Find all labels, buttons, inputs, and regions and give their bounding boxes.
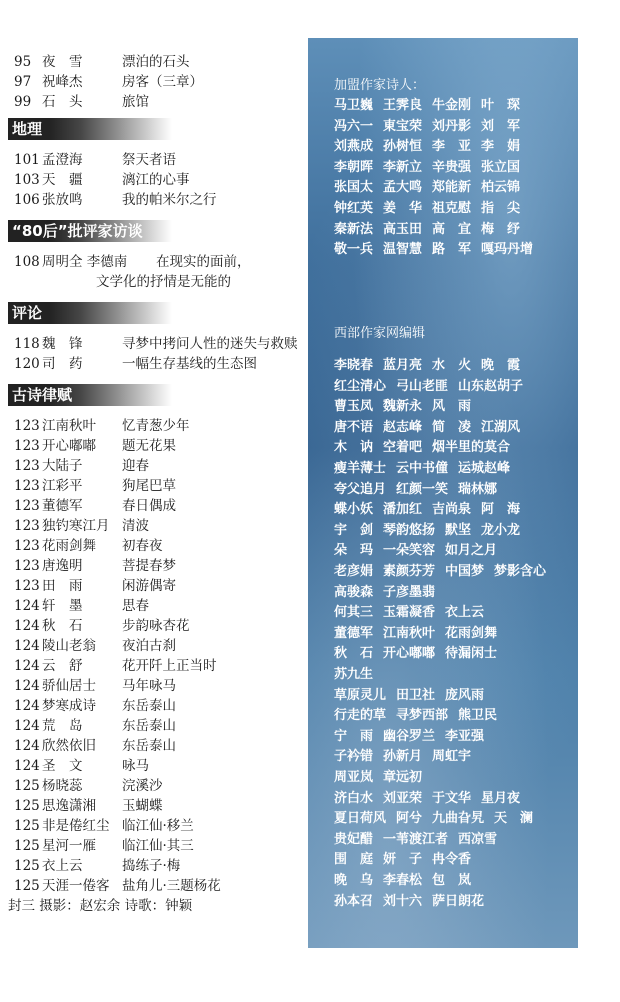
- work-title: 旅馆: [122, 94, 149, 110]
- author-name: 开心嘟嘟: [42, 438, 96, 454]
- person-name: 萨日朗花: [432, 893, 485, 909]
- person-name: 魏新永: [383, 399, 423, 415]
- author-name: 独钓寒江月: [42, 518, 110, 534]
- author-name: 江彩平: [42, 478, 83, 494]
- person-name: 李朝晖: [334, 159, 374, 175]
- work-title: 清波: [122, 518, 149, 534]
- person-name: 唐不语: [334, 419, 374, 435]
- page-number: 106: [14, 192, 40, 208]
- name-row: [334, 459, 520, 479]
- author-name: 魏 锋: [42, 336, 83, 352]
- page-number: 99: [14, 94, 32, 110]
- title-continuation: 文学化的抒情是无能的: [96, 274, 231, 290]
- author-name: 祝峰杰: [42, 74, 83, 90]
- person-name: 刘亚荣: [383, 790, 423, 806]
- name-row: [334, 583, 445, 603]
- cover-credits: 封三 摄影：赵宏余 诗歌：钟颖: [8, 898, 193, 914]
- person-name: 苏九生: [334, 667, 374, 682]
- person-name: 李晓春: [334, 358, 374, 373]
- person-name: 周虹宇: [432, 749, 472, 765]
- name-row: [334, 562, 556, 582]
- person-name: 简 凌: [432, 419, 472, 435]
- person-name: 夏日荷风: [334, 811, 387, 827]
- name-row: [334, 871, 481, 891]
- name-row: [334, 500, 530, 520]
- person-name: 默坚: [445, 522, 472, 538]
- person-name: 梅 纾: [481, 221, 521, 237]
- person-name: 李春松: [383, 873, 423, 888]
- name-row: [334, 747, 481, 767]
- person-name: 天 澜: [494, 811, 534, 827]
- work-title: 夜泊古刹: [122, 638, 176, 654]
- person-name: 高 宜: [432, 221, 472, 237]
- person-name: 指 尖: [481, 201, 521, 216]
- person-name: 潘加红: [383, 502, 423, 518]
- person-name: 张国太: [334, 180, 374, 196]
- page-number: 125: [14, 778, 40, 794]
- work-title: 马年咏马: [122, 678, 176, 694]
- person-name: 何其三: [334, 605, 374, 621]
- person-name: 贵妃醋: [334, 831, 374, 847]
- person-name: 子彦墨翡: [383, 584, 436, 600]
- person-name: 董德军: [334, 625, 374, 641]
- person-name: 宁 雨: [334, 728, 374, 744]
- person-name: 庞风雨: [445, 687, 485, 703]
- person-name: 敬一兵: [334, 242, 374, 258]
- person-name: 山东赵胡子: [458, 378, 524, 394]
- person-name: 蓝月亮: [383, 358, 423, 373]
- person-name: 赵志峰: [383, 419, 423, 435]
- person-name: 水 火: [432, 358, 472, 373]
- name-row: [334, 480, 507, 500]
- person-name: 冯六一: [334, 118, 374, 134]
- person-name: 刘 军: [481, 118, 521, 134]
- name-row: [334, 438, 520, 458]
- person-name: 星月夜: [481, 790, 521, 806]
- person-name: 姜 华: [383, 201, 423, 216]
- person-name: 开心嘟嘟: [383, 646, 436, 662]
- work-title: 东岳泰山: [122, 718, 176, 734]
- page-number: 123: [14, 538, 40, 554]
- page-number: 124: [14, 658, 40, 674]
- work-title: 房客（三章）: [122, 74, 203, 90]
- name-row: [334, 178, 530, 198]
- person-name: 如月之月: [445, 543, 498, 559]
- work-title: 题无花果: [122, 438, 176, 454]
- name-row: [334, 418, 530, 438]
- author-name: 衣上云: [42, 858, 83, 874]
- person-name: 衣上云: [445, 605, 485, 621]
- page-number: 123: [14, 498, 40, 514]
- page-number: 124: [14, 738, 40, 754]
- person-name: 马卫巍: [334, 98, 374, 113]
- page-number: 124: [14, 678, 40, 694]
- name-row: [334, 117, 530, 137]
- author-name: 陵山老翁: [42, 638, 96, 654]
- name-row: [334, 892, 494, 912]
- work-title: 在现实的面前，: [156, 254, 251, 270]
- person-name: 玉霜凝香: [383, 605, 436, 621]
- author-name: 石 头: [42, 94, 83, 110]
- person-name: 東宝荣: [383, 118, 423, 134]
- work-title: 花开阡上正当时: [122, 658, 217, 674]
- person-name: 九曲旮旯: [432, 811, 485, 827]
- author-name: 司 药: [42, 356, 83, 372]
- name-row: [334, 199, 530, 219]
- person-name: 李 亚: [432, 139, 472, 155]
- person-name: 运城赵峰: [458, 461, 511, 476]
- person-name: 孙本召: [334, 893, 374, 909]
- work-title: 狗尾巴草: [122, 478, 176, 494]
- work-title: 菩提春梦: [122, 558, 176, 574]
- author-name: 非是倦红尘: [42, 818, 110, 834]
- person-name: 琴韵悠扬: [383, 522, 436, 538]
- person-name: 秋 石: [334, 646, 374, 662]
- author-name: 孟澄海: [42, 152, 83, 168]
- name-row: [334, 377, 533, 397]
- person-name: 秦新法: [334, 221, 374, 237]
- person-name: 章远初: [383, 770, 423, 785]
- person-name: 李新立: [383, 159, 423, 175]
- page-number: 120: [14, 356, 40, 372]
- person-name: 孟大鸣: [383, 180, 423, 196]
- work-title: 迎春: [122, 458, 149, 474]
- person-name: 柏云锦: [481, 180, 521, 196]
- name-row: [334, 809, 543, 829]
- person-name: 烟半里的莫合: [432, 440, 511, 456]
- work-title: 寻梦中拷问人性的迷失与救赎: [122, 336, 298, 352]
- person-name: 行走的草: [334, 708, 387, 724]
- author-name: 荒 岛: [42, 718, 83, 734]
- person-name: 田卫社: [396, 687, 436, 703]
- name-row: [334, 727, 494, 747]
- work-title: 东岳泰山: [122, 738, 176, 754]
- person-name: 李 娟: [481, 139, 521, 155]
- author-name: 星河一雁: [42, 838, 96, 854]
- name-row: [334, 644, 507, 664]
- section-heading: 古诗律赋: [8, 384, 172, 406]
- person-name: 红尘清心: [334, 378, 387, 394]
- name-row: [334, 830, 507, 850]
- page-number: 125: [14, 838, 40, 854]
- page-number: 95: [14, 54, 32, 70]
- name-row: [334, 665, 383, 685]
- person-name: 刘燕成: [334, 139, 374, 155]
- page-number: 97: [14, 74, 32, 90]
- page-number: 123: [14, 438, 40, 454]
- person-name: 江南秋叶: [383, 625, 436, 641]
- person-name: 刘丹影: [432, 118, 472, 134]
- name-row: [334, 706, 507, 726]
- page-number: 124: [14, 618, 40, 634]
- person-name: 高玉田: [383, 221, 423, 237]
- page-number: 124: [14, 718, 40, 734]
- person-name: 晚 霞: [481, 358, 521, 373]
- person-name: 冉令香: [432, 852, 472, 868]
- page-number: 108: [14, 254, 40, 270]
- person-name: 木 讷: [334, 440, 374, 456]
- person-name: 瑞林娜: [458, 481, 498, 497]
- person-name: 吉尚泉: [432, 502, 472, 518]
- name-row: [334, 521, 530, 541]
- page-number: 101: [14, 152, 40, 168]
- author-name: 梦寒成诗: [42, 698, 96, 714]
- person-name: 朵 玛: [334, 543, 374, 559]
- author-name: 天涯一倦客: [42, 878, 110, 894]
- work-title: 步韵咏杏花: [122, 618, 190, 634]
- name-row: [334, 686, 494, 706]
- page-number: 125: [14, 818, 40, 834]
- person-name: 济白水: [334, 790, 374, 806]
- person-name: 刘十六: [383, 893, 423, 909]
- page-number: 123: [14, 518, 40, 534]
- author-name: 董德军: [42, 498, 83, 514]
- work-title: 浣溪沙: [122, 778, 163, 794]
- person-name: 素颜芬芳: [383, 564, 436, 579]
- work-title: 思春: [122, 598, 149, 614]
- join-header: 加盟作家诗人：: [334, 78, 426, 93]
- person-name: 郑能新: [432, 180, 472, 196]
- work-title: 春日偶成: [122, 498, 176, 514]
- author-name: 云 舒: [42, 658, 83, 674]
- name-row: [334, 789, 530, 809]
- name-row: [334, 220, 530, 240]
- author-name: 田 雨: [42, 578, 83, 594]
- work-title: 一幅生存基线的生态图: [122, 356, 257, 372]
- name-row: [334, 624, 507, 644]
- work-title: 捣练子·梅: [122, 858, 181, 874]
- person-name: 瘦羊薄士: [334, 461, 387, 476]
- person-name: 幽谷罗兰: [383, 728, 436, 744]
- name-row: [334, 850, 481, 870]
- person-name: 蝶小妖: [334, 502, 374, 518]
- work-title: 盐角儿·三题杨花: [122, 878, 221, 894]
- person-name: 路 军: [432, 242, 472, 258]
- contributors-panel: [308, 38, 578, 948]
- page-number: 124: [14, 598, 40, 614]
- person-name: 子衿错: [334, 749, 374, 765]
- name-row: [334, 137, 530, 157]
- author-name: 大陆子: [42, 458, 83, 474]
- page-number: 123: [14, 458, 40, 474]
- person-name: 张立国: [481, 159, 521, 175]
- person-name: 晚 乌: [334, 873, 374, 888]
- work-title: 闲游偶寄: [122, 578, 176, 594]
- name-row: [334, 356, 530, 376]
- author-name: 花雨剑舞: [42, 538, 96, 554]
- page-number: 123: [14, 558, 40, 574]
- page-number: 125: [14, 878, 40, 894]
- person-name: 钟红英: [334, 201, 374, 216]
- section-heading: “80后”批评家访谈: [8, 220, 172, 242]
- person-name: 曹玉凤: [334, 399, 374, 415]
- author-name: 周明全 李德南: [42, 254, 128, 270]
- page-number: 118: [14, 336, 40, 352]
- page-number: 124: [14, 698, 40, 714]
- person-name: 李亚强: [445, 728, 485, 744]
- author-name: 张放鸣: [42, 192, 83, 208]
- editor-header: 西部作家网编辑: [334, 326, 426, 341]
- work-title: 玉蝴蝶: [122, 798, 163, 814]
- person-name: 温智慧: [383, 242, 423, 258]
- author-name: 欣然依旧: [42, 738, 96, 754]
- work-title: 漓江的心事: [122, 172, 190, 188]
- author-name: 圣 文: [42, 758, 83, 774]
- person-name: 孙树恒: [383, 139, 423, 155]
- work-title: 漂泊的石头: [122, 54, 190, 70]
- work-title: 东岳泰山: [122, 698, 176, 714]
- table-of-contents: [0, 0, 300, 1002]
- page-number: 123: [14, 578, 40, 594]
- person-name: 待漏闲士: [445, 646, 498, 662]
- work-title: 咏马: [122, 758, 149, 774]
- person-name: 花雨剑舞: [445, 625, 498, 641]
- person-name: 龙小龙: [481, 522, 521, 538]
- person-name: 宇 剑: [334, 522, 374, 538]
- person-name: 叶 琛: [481, 98, 521, 113]
- work-title: 临江仙·其三: [122, 838, 194, 854]
- author-name: 江南秋叶: [42, 418, 96, 434]
- person-name: 于文华: [432, 790, 472, 806]
- person-name: 阿 海: [481, 502, 521, 518]
- name-row: [334, 397, 481, 417]
- person-name: 围 庭: [334, 852, 374, 868]
- person-name: 江湖风: [481, 419, 521, 435]
- page-number: 125: [14, 858, 40, 874]
- work-title: 祭天者语: [122, 152, 176, 168]
- page-number: 125: [14, 798, 40, 814]
- person-name: 牛金刚: [432, 98, 472, 113]
- person-name: 辛贵强: [432, 159, 472, 175]
- author-name: 轩 墨: [42, 598, 83, 614]
- person-name: 老彦娟: [334, 564, 374, 579]
- person-name: 王霁良: [383, 98, 423, 113]
- page-number: 124: [14, 638, 40, 654]
- person-name: 云中书僮: [396, 461, 449, 476]
- person-name: 嘎玛丹增: [481, 242, 534, 258]
- person-name: 熊卫民: [458, 708, 498, 724]
- person-name: 夸父追月: [334, 481, 387, 497]
- person-name: 孙新月: [383, 749, 423, 765]
- person-name: 阿兮: [396, 811, 423, 827]
- person-name: 妍 子: [383, 852, 423, 868]
- person-name: 高骏森: [334, 584, 374, 600]
- page-number: 123: [14, 478, 40, 494]
- person-name: 风 雨: [432, 399, 472, 415]
- author-name: 天 疆: [42, 172, 83, 188]
- name-row: [334, 541, 507, 561]
- person-name: 祖克慰: [432, 201, 472, 216]
- person-name: 红颜一笑: [396, 481, 449, 497]
- name-row: [334, 768, 432, 788]
- person-name: 一苇渡江者: [383, 831, 449, 847]
- person-name: 梦影含心: [494, 564, 547, 579]
- author-name: 思逸潇湘: [42, 798, 96, 814]
- section-heading: 地理: [8, 118, 172, 140]
- person-name: 中国梦: [445, 564, 485, 579]
- person-name: 西凉雪: [458, 831, 498, 847]
- person-name: 周亚岚: [334, 770, 374, 785]
- author-name: 骄仙居士: [42, 678, 96, 694]
- person-name: 弓山老匪: [396, 378, 449, 394]
- section-heading: 评论: [8, 302, 172, 324]
- work-title: 初春夜: [122, 538, 163, 554]
- person-name: 包 岚: [432, 873, 472, 888]
- author-name: 杨晓蕊: [42, 778, 83, 794]
- name-row: [334, 240, 543, 260]
- person-name: 草原灵儿: [334, 687, 387, 703]
- work-title: 临江仙·移兰: [122, 818, 194, 834]
- page-number: 103: [14, 172, 40, 188]
- work-title: 我的帕米尔之行: [122, 192, 217, 208]
- page-number: 124: [14, 758, 40, 774]
- page-number: 123: [14, 418, 40, 434]
- author-name: 秋 石: [42, 618, 83, 634]
- name-row: [334, 96, 530, 116]
- person-name: 一朵笑容: [383, 543, 436, 559]
- name-row: [334, 603, 494, 623]
- name-row: [334, 158, 530, 178]
- author-name: 唐逸明: [42, 558, 83, 574]
- person-name: 寻梦西部: [396, 708, 449, 724]
- person-name: 空着吧: [383, 440, 423, 456]
- work-title: 忆青葱少年: [122, 418, 190, 434]
- author-name: 夜 雪: [42, 54, 83, 70]
